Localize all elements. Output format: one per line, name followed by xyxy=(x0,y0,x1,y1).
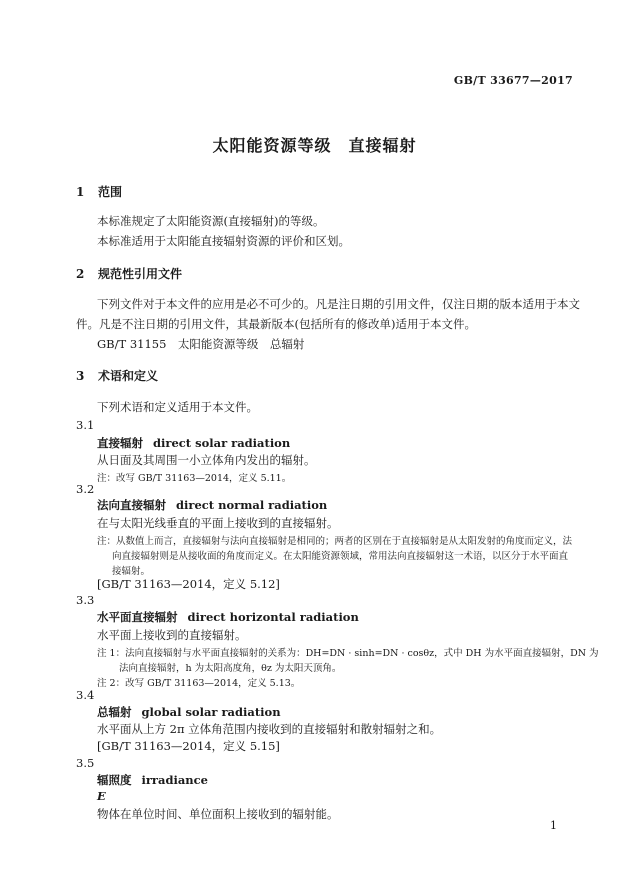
term-title xyxy=(97,609,359,625)
term-definition: 水平面上接收到的直接辐射。 xyxy=(97,628,247,642)
section-title: 范围 xyxy=(98,185,123,199)
paragraph: 下列术语和定义适用于本文件。 xyxy=(97,400,258,414)
term-note: 法向直接辐射，h 为太阳高度角，θz 为太阳天顶角。 xyxy=(119,663,342,674)
paragraph: 下列文件对于本文件的应用是必不可少的。凡是注日期的引用文件，仅注日期的版本适用于本文 xyxy=(97,297,580,311)
term-title xyxy=(97,704,281,720)
term-title xyxy=(97,497,327,513)
term-en: direct solar radiation xyxy=(153,436,291,450)
term-source: [GB/T 31163—2014，定义 5.15] xyxy=(97,739,280,753)
term-note: 注：从数值上而言，直接辐射与法向直接辐射是相同的；两者的区别在于直接辐射是从太阳发射的角度而定义，法 xyxy=(97,536,573,547)
term-source: [GB/T 31163—2014，定义 5.12] xyxy=(97,577,280,591)
term-note: 向直接辐射则是从接收面的角度而定义。在太阳能资源领域，常用法向直接辐射这一术语，以区分于水平面直 xyxy=(112,551,569,562)
term-cn: 直接辐射 xyxy=(97,436,143,450)
section-3-heading xyxy=(76,367,158,384)
term-title xyxy=(97,772,208,788)
term-note: 接辐射。 xyxy=(112,566,151,577)
term-definition: 在与太阳光线垂直的平面上接收到的直接辐射。 xyxy=(97,516,339,530)
term-number: 3.3 xyxy=(76,593,95,607)
term-note: 注 2：改写 GB/T 31163—2014，定义 5.13。 xyxy=(97,678,301,689)
section-number: 1 xyxy=(76,185,85,199)
term-definition: 从日面及其周围一小立体角内发出的辐射。 xyxy=(97,453,316,467)
term-definition: 水平面从上方 2π 立体角范围内接收到的直接辐射和散射辐射之和。 xyxy=(97,722,442,736)
term-number: 3.2 xyxy=(76,482,95,496)
term-en: global solar radiation xyxy=(141,705,281,719)
reference-entry: GB/T 31155 太阳能资源等级 总辐射 xyxy=(97,337,305,351)
term-en: irradiance xyxy=(141,773,208,787)
term-cn: 辐照度 xyxy=(97,773,132,787)
term-title xyxy=(97,435,290,451)
paragraph: 件。凡是不注日期的引用文件，其最新版本(包括所有的修改单)适用于本文件。 xyxy=(76,317,476,331)
page-number: 1 xyxy=(550,819,557,832)
term-number: 3.4 xyxy=(76,688,95,702)
page-title: 太阳能资源等级 直接辐射 xyxy=(212,136,417,155)
section-title: 规范性引用文件 xyxy=(98,267,183,281)
term-number: 3.1 xyxy=(76,418,95,432)
term-note: 注 1：法向直接辐射与水平面直接辐射的关系为：DH=DN · sinh=DN · cosθz，式中 DH 为水平面直接辐射，DN 为 xyxy=(97,648,599,659)
term-en: direct normal radiation xyxy=(176,498,328,512)
term-definition: 物体在单位时间、单位面积上接收到的辐射能。 xyxy=(97,807,339,821)
standard-number: GB/T 33677—2017 xyxy=(453,74,573,87)
term-cn: 总辐射 xyxy=(97,705,132,719)
term-cn: 水平面直接辐射 xyxy=(97,610,178,624)
section-number: 2 xyxy=(76,267,85,281)
paragraph: 本标准规定了太阳能资源(直接辐射)的等级。 xyxy=(97,214,325,228)
term-note: 注：改写 GB/T 31163—2014，定义 5.11。 xyxy=(97,473,292,484)
section-number: 3 xyxy=(76,369,85,383)
paragraph: 本标准适用于太阳能直接辐射资源的评价和区划。 xyxy=(97,234,350,248)
section-title: 术语和定义 xyxy=(98,369,159,383)
section-2-heading xyxy=(76,265,182,282)
term-number: 3.5 xyxy=(76,756,95,770)
term-en: direct horizontal radiation xyxy=(187,610,359,624)
term-cn: 法向直接辐射 xyxy=(97,498,166,512)
term-symbol: E xyxy=(97,789,106,803)
section-1-heading xyxy=(76,183,122,200)
